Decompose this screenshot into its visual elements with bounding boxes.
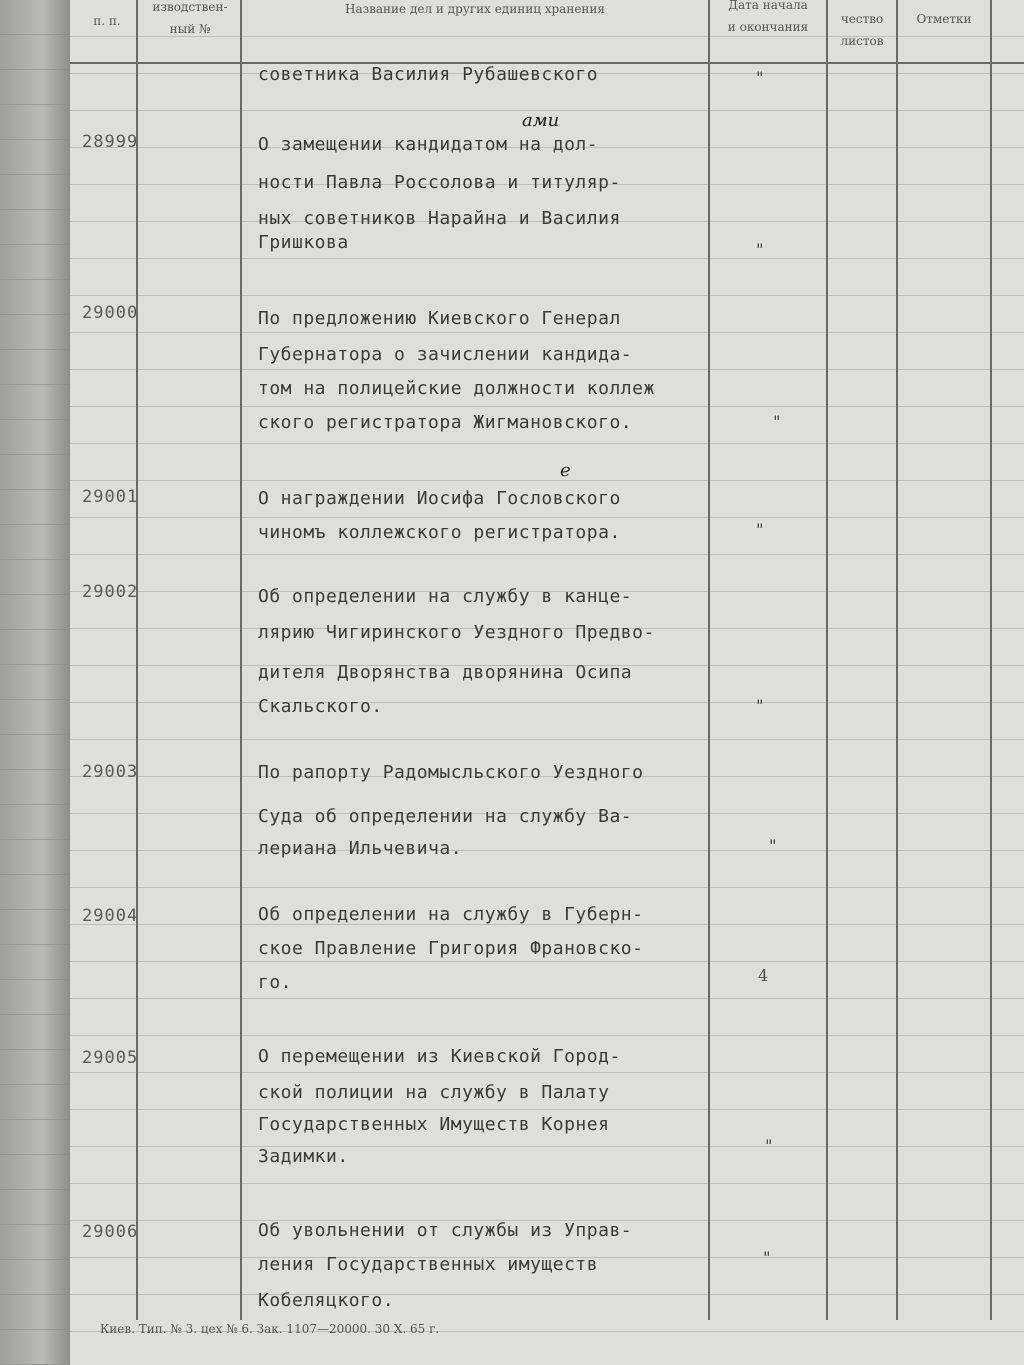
handwritten-correction: е — [560, 460, 571, 481]
ditto-mark: " — [755, 696, 765, 715]
entry-title-line: ской полиции на службу в Палату — [258, 1082, 610, 1103]
entry-number: 29004 — [82, 906, 139, 926]
entry-title-line: Гришкова — [258, 232, 349, 253]
entry-title-line: лярию Чигиринского Уездного Предво- — [258, 622, 655, 643]
entry-number: 29006 — [82, 1222, 139, 1242]
entry-title-line: По рапорту Радомысльского Уездного — [258, 762, 644, 783]
ditto-mark: " — [755, 240, 765, 259]
ditto-mark: " — [772, 412, 782, 431]
header-num: п. п. — [93, 14, 121, 28]
entry-title-line: Скальского. — [258, 696, 383, 717]
entry-title-line: ных советников Нарайна и Василия — [258, 208, 621, 229]
entry-title-line: том на полицейские должности коллеж — [258, 378, 655, 399]
entry-number: 29005 — [82, 1048, 139, 1068]
entry-title-line: Об определении на службу в канце- — [258, 586, 633, 607]
header-dates: Дата начала и окончания — [727, 0, 809, 34]
handwritten-correction: ами — [522, 110, 560, 131]
ditto-mark: " — [755, 68, 765, 87]
entry-title-line: лериана Ильчевича. — [258, 838, 463, 859]
entry-number: 29002 — [82, 582, 139, 602]
entry-title-line: О перемещении из Киевской Город- — [258, 1046, 621, 1067]
entry-title-line: го. — [258, 972, 293, 993]
ditto-mark: " — [755, 520, 765, 539]
entry-title-line: чиномъ коллежского регистратора. — [258, 522, 621, 543]
entry-title-line: Суда об определении на службу Ва- — [258, 806, 633, 827]
entry-number: 29000 — [82, 303, 139, 323]
entry-title-line: ское Правление Григория Франовско- — [258, 938, 644, 959]
header-title: Название дел и других единиц хранения — [344, 2, 605, 16]
entry-title-line: ского регистратора Жигмановского. — [258, 412, 633, 433]
entry-title-line: дителя Дворянства дворянина Осипа — [258, 662, 633, 683]
col-rule-1 — [136, 0, 138, 1320]
entry-title-line: Государственных Имуществ Корнея — [258, 1114, 610, 1135]
ditto-mark: " — [768, 836, 778, 855]
ditto-mark: " — [764, 1136, 774, 1155]
entry-title-line: О замещении кандидатом на дол- — [258, 134, 599, 155]
header-sheets: чество листов — [840, 12, 884, 48]
entry-title-line: Об определении на службу в Губерн- — [258, 904, 644, 925]
entry-number: 29003 — [82, 762, 139, 782]
entry-title-line: ления Государственных имуществ — [258, 1254, 599, 1275]
entry-title-line: советника Василия Рубашевского — [258, 64, 599, 85]
header-notes: Отметки — [916, 12, 972, 26]
col-rule-5 — [896, 0, 898, 1320]
entry-title-line: Кобеляцкого. — [258, 1290, 395, 1311]
entry-number: 28999 — [82, 132, 139, 152]
printer-imprint: Киев. Тип. № 3. цех № 6. Зак. 1107—20000. 30 X. 65 г. — [100, 1322, 440, 1336]
entry-title-line: Об увольнении от службы из Управ- — [258, 1220, 633, 1241]
entry-title-line: ности Павла Россолова и титуляр- — [258, 172, 621, 193]
entry-title-line: Задимки. — [258, 1146, 349, 1167]
entry-title-line: По предложению Киевского Генерал — [258, 308, 621, 329]
adjacent-page-lines — [0, 0, 68, 1365]
entry-title-line: О награждении Иосифа Гословского — [258, 488, 621, 509]
col-rule-2 — [240, 0, 242, 1320]
col-rule-4 — [826, 0, 828, 1320]
entry-number: 29001 — [82, 487, 139, 507]
entry-title-line: Губернатора о зачислении кандида- — [258, 344, 633, 365]
header-prod-num: изводствен- ный № — [152, 0, 228, 36]
ditto-mark: " — [762, 1248, 772, 1267]
col-rule-6 — [990, 0, 992, 1320]
ditto-mark: 4 — [758, 966, 769, 985]
